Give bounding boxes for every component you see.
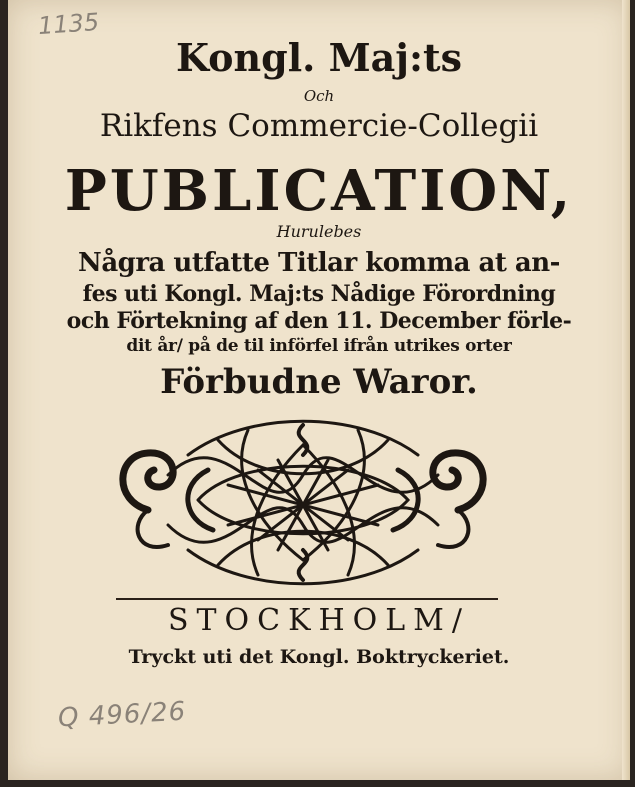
title-line-2: Och <box>303 87 335 105</box>
divider-rule <box>116 598 498 600</box>
document-page <box>8 0 630 780</box>
title-line-5: Hurulebes <box>276 222 362 241</box>
title-line-6: Några utfatte Titlar komma at an- <box>78 248 560 278</box>
handwritten-shelfmark: Q 496/26 <box>57 696 187 734</box>
handwritten-catalog-number: 1135 <box>37 7 100 41</box>
printer-line: Tryckt uti det Kongl. Boktryckeriet. <box>128 646 510 668</box>
calligraphic-flourish-icon <box>108 415 498 590</box>
title-line-8: och Förtekning af den 11. December förle- <box>66 308 572 334</box>
place-of-printing: STOCKHOLM/ <box>167 603 471 638</box>
title-line-7: fes uti Kongl. Maj:ts Nådige Förordning <box>82 281 556 307</box>
main-title: PUBLICATION, <box>64 158 574 224</box>
title-line-3: Rikfens Commercie-Collegii <box>99 108 539 144</box>
title-line-9: dit år/ på de til införfel ifrån utrikes orter <box>126 336 512 356</box>
title-line-10: Förbudne Waror. <box>160 362 478 402</box>
title-line-1: Kongl. Maj:ts <box>175 35 463 80</box>
